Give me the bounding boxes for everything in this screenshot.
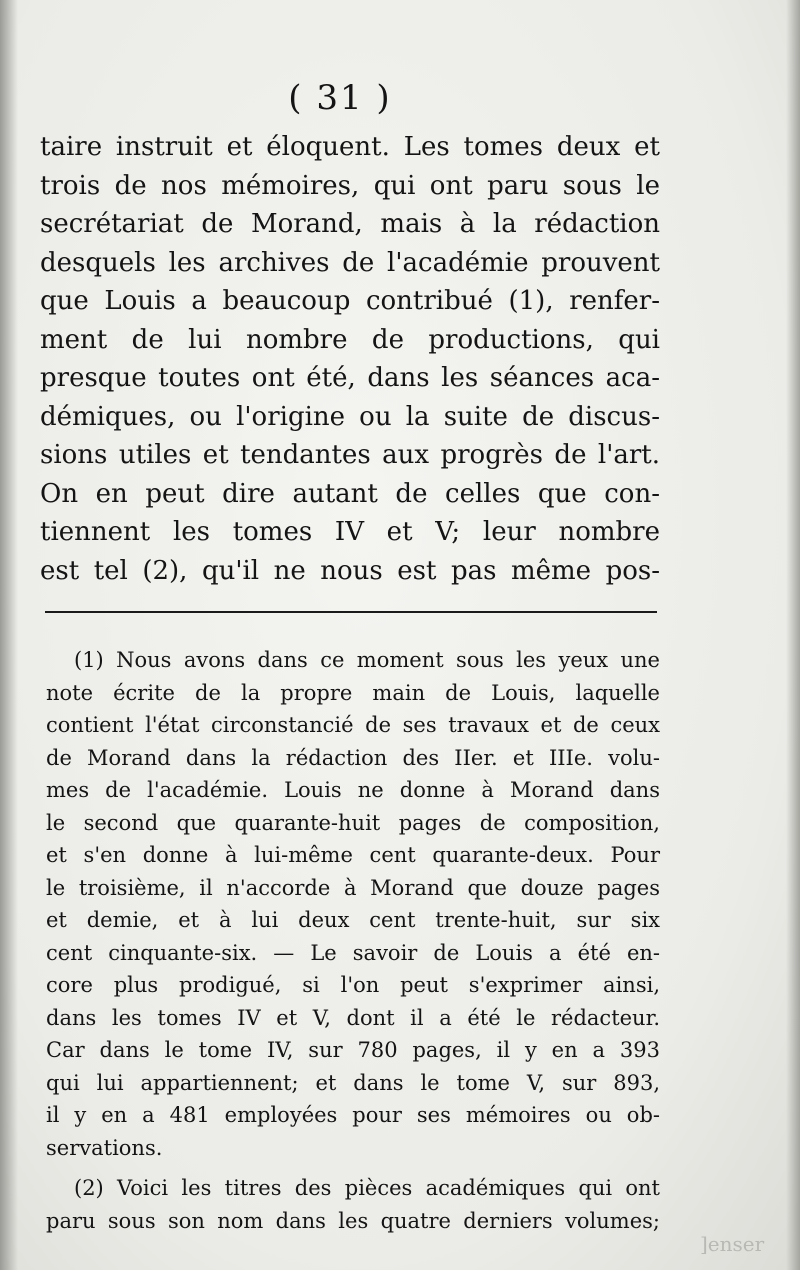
footnote-1-line: et demie, et à lui deux cent trente-huit, sur six bbox=[46, 908, 660, 932]
footnote-1-line: qui lui appartiennent; et dans le tome V, sur 893, bbox=[46, 1070, 660, 1095]
footnote-2-line: (2) Voici les titres des pièces académiques qui ont bbox=[74, 1176, 660, 1200]
body-line: On en peut dire autant de celles que con- bbox=[40, 478, 660, 509]
body-line: sions utiles et tendantes aux progrès de l'art. bbox=[40, 440, 660, 470]
footnote-1-line: mes de l'académie. Louis ne donne à Morand dans bbox=[46, 778, 660, 802]
body-line: trois de nos mémoires, qui ont paru sous le bbox=[40, 170, 660, 201]
body-line: presque toutes ont été, dans les séances aca- bbox=[40, 363, 660, 393]
body-line: ment de lui nombre de productions, qui bbox=[40, 324, 660, 355]
footnote-1-line: et s'en donne à lui-même cent quarante-deux. Pour bbox=[46, 843, 660, 867]
footnote-1-line: il y en a 481 employées pour ses mémoires ou ob- bbox=[46, 1103, 660, 1127]
page-number: ( 31 ) bbox=[288, 78, 392, 118]
body-line: tiennent les tomes IV et V; leur nombre bbox=[40, 517, 660, 547]
footnote-1-line: Car dans le tome IV, sur 780 pages, il y en a 393 bbox=[46, 1038, 660, 1062]
footnote-1-line: dans les tomes IV et V, dont il a été le rédacteur. bbox=[46, 1005, 660, 1030]
body-text bbox=[40, 128, 660, 590]
footnote-1-line: (1) Nous avons dans ce moment sous les yeux une bbox=[74, 648, 660, 672]
footnote-1-line: note écrite de la propre main de Louis, laquelle bbox=[46, 680, 660, 705]
body-line: secrétariat de Morand, mais à la rédaction bbox=[40, 209, 660, 239]
body-line: est tel (2), qu'il ne nous est pas même pos- bbox=[40, 555, 660, 586]
page-edge-shadow-right bbox=[786, 0, 800, 1270]
footnote-1-line: core plus prodigué, si l'on peut s'exprimer ainsi, bbox=[46, 973, 660, 997]
footnote-1-line: le second que quarante-huit pages de composition, bbox=[46, 810, 660, 835]
body-line: démiques, ou l'origine ou la suite de discus- bbox=[40, 401, 660, 432]
footnote-1-line: de Morand dans la rédaction des IIer. et IIIe. volu- bbox=[46, 745, 660, 770]
body-line: taire instruit et éloquent. Les tomes deux et bbox=[40, 132, 660, 162]
footnote-1-line: cent cinquante-six. — Le savoir de Louis a été en- bbox=[46, 940, 660, 965]
footnotes bbox=[46, 644, 660, 1237]
footnote-1-line: contient l'état circonstancié de ses travaux et de ceux bbox=[46, 713, 660, 737]
footnote-1-line: le troisième, il n'accorde à Morand que douze pages bbox=[46, 875, 660, 900]
footnote-2-line: paru sous son nom dans les quatre derniers volumes; bbox=[46, 1208, 660, 1233]
footnote-separator-rule bbox=[45, 611, 657, 613]
footnote-1-line: servations. bbox=[46, 1135, 163, 1160]
body-line: desquels les archives de l'académie prouvent bbox=[40, 247, 660, 278]
bleed-through-text: ]enser bbox=[700, 1232, 765, 1256]
page-edge-shadow-left bbox=[0, 0, 18, 1270]
body-line: que Louis a beaucoup contribué (1), renfer- bbox=[40, 286, 660, 316]
